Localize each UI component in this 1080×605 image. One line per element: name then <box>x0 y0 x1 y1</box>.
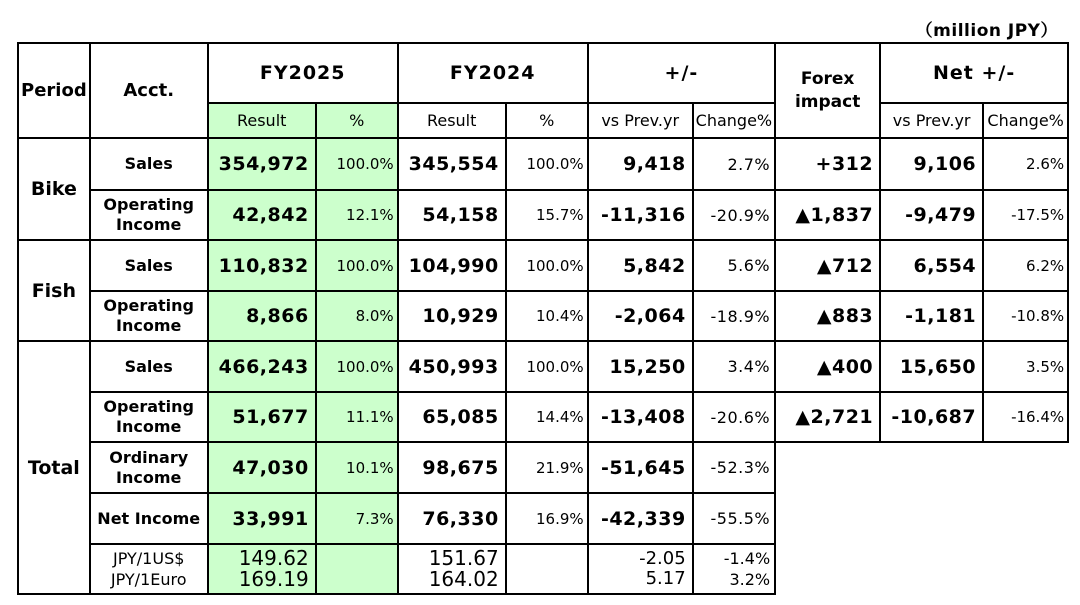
acct-label: Sales <box>90 341 208 392</box>
fy2024-result: 345,554 <box>398 138 506 190</box>
fy2024-pct: 21.9% <box>506 442 588 493</box>
acct-label: Operating Income <box>90 291 208 341</box>
empty-cell <box>775 493 1068 544</box>
acct-label: Operating Income <box>90 392 208 442</box>
acct-header: Acct. <box>90 43 208 138</box>
change-pct: -52.3% <box>693 442 775 493</box>
net-vs-prev: 15,650 <box>880 341 983 392</box>
acct-label: Net Income <box>90 493 208 544</box>
fy2024-result: 76,330 <box>398 493 506 544</box>
fy2024-result: 98,675 <box>398 442 506 493</box>
euro-rate-fy2024: 164.02 <box>428 567 499 591</box>
fy2025-pct-header: % <box>316 103 398 138</box>
period-header: Period <box>18 43 90 138</box>
forex-impact-header: Forex impact <box>775 43 880 138</box>
acct-label: Ordinary Income <box>90 442 208 493</box>
fy2025-pct: 10.1% <box>316 442 398 493</box>
vs-prev-header: vs Prev.yr <box>588 103 693 138</box>
fy2025-result: 8,866 <box>208 291 316 341</box>
fy2025-result: 42,842 <box>208 190 316 240</box>
fy2025-pct: 7.3% <box>316 493 398 544</box>
fy2024-pct: 100.0% <box>506 138 588 190</box>
fy2025-result: 51,677 <box>208 392 316 442</box>
net-vs-prev-header: vs Prev.yr <box>880 103 983 138</box>
net-change-pct: 3.5% <box>983 341 1068 392</box>
fy2025-pct: 12.1% <box>316 190 398 240</box>
financial-results-table <box>17 42 1069 595</box>
net-vs-prev: -1,181 <box>880 291 983 341</box>
vs-prev: -11,316 <box>588 190 693 240</box>
fy2025-pct: 8.0% <box>316 291 398 341</box>
table-row <box>18 341 1068 392</box>
forex-impact: ▲400 <box>775 341 880 392</box>
acct-label: Operating Income <box>90 190 208 240</box>
net-vs-prev: -10,687 <box>880 392 983 442</box>
forex-impact: ▲883 <box>775 291 880 341</box>
change-pct: 2.7% <box>693 138 775 190</box>
empty-cell <box>775 544 1068 594</box>
change-pct: -55.5% <box>693 493 775 544</box>
vs-prev: -2,064 <box>588 291 693 341</box>
vs-prev: -42,339 <box>588 493 693 544</box>
fy2024-pct: 100.0% <box>506 240 588 291</box>
fy2024-pct: 14.4% <box>506 392 588 442</box>
header-row-1 <box>18 43 1068 103</box>
fy2025-pct: 11.1% <box>316 392 398 442</box>
table-row <box>18 291 1068 341</box>
net-vs-prev: -9,479 <box>880 190 983 240</box>
euro-rate-fy2025: 169.19 <box>238 567 309 591</box>
net-change-pct: -16.4% <box>983 392 1068 442</box>
fy2025-result: 33,991 <box>208 493 316 544</box>
euro-rate-change: 3.2% <box>729 570 771 589</box>
segment-fish: Fish <box>18 240 90 341</box>
fx-rate-vs-prev <box>588 544 693 594</box>
fy2025-result: 110,832 <box>208 240 316 291</box>
fx-rate-fy2025 <box>208 544 316 594</box>
change-pct: -20.9% <box>693 190 775 240</box>
fy2025-result: 466,243 <box>208 341 316 392</box>
change-pct: -20.6% <box>693 392 775 442</box>
fy2025-pct: 100.0% <box>316 341 398 392</box>
fy2024-result: 450,993 <box>398 341 506 392</box>
fy2024-pct: 10.4% <box>506 291 588 341</box>
forex-impact: +312 <box>775 138 880 190</box>
usd-rate-label: JPY/1US$ <box>113 549 185 568</box>
fy2025-pct: 100.0% <box>316 138 398 190</box>
fy2024-result-header: Result <box>398 103 506 138</box>
fy2024-pct-header: % <box>506 103 588 138</box>
fx-rate-change <box>693 544 775 594</box>
fy2025-result-header: Result <box>208 103 316 138</box>
forex-impact: ▲1,837 <box>775 190 880 240</box>
fx-rate-labels <box>90 544 208 594</box>
table-row <box>18 392 1068 442</box>
acct-label: Sales <box>90 240 208 291</box>
net-diff-header: Net +/- <box>880 43 1068 103</box>
usd-rate-change: -1.4% <box>723 549 771 568</box>
vs-prev: 5,842 <box>588 240 693 291</box>
usd-rate-vs-prev: -2.05 <box>639 548 686 569</box>
fy2024-header: FY2024 <box>398 43 588 103</box>
change-pct: -18.9% <box>693 291 775 341</box>
fx-rates-row <box>18 544 1068 594</box>
table-row <box>18 138 1068 190</box>
empty-cell <box>775 442 1068 493</box>
fy2024-result: 104,990 <box>398 240 506 291</box>
table-row <box>18 240 1068 291</box>
fy2025-pct: 100.0% <box>316 240 398 291</box>
forex-impact: ▲2,721 <box>775 392 880 442</box>
fy2024-pct: 100.0% <box>506 341 588 392</box>
forex-impact: ▲712 <box>775 240 880 291</box>
fy2025-result: 354,972 <box>208 138 316 190</box>
fy2024-result: 65,085 <box>398 392 506 442</box>
euro-rate-vs-prev: 5.17 <box>645 568 686 589</box>
usd-rate-fy2025: 149.62 <box>238 546 309 570</box>
fy2025-result: 47,030 <box>208 442 316 493</box>
segment-bike: Bike <box>18 138 90 240</box>
fx-rate-fy2025-pct <box>316 544 398 594</box>
fy2024-result: 54,158 <box>398 190 506 240</box>
net-vs-prev: 9,106 <box>880 138 983 190</box>
net-change-pct: -10.8% <box>983 291 1068 341</box>
vs-prev: 9,418 <box>588 138 693 190</box>
table-row <box>18 190 1068 240</box>
net-vs-prev: 6,554 <box>880 240 983 291</box>
fx-rate-fy2024 <box>398 544 506 594</box>
change-pct: 3.4% <box>693 341 775 392</box>
net-change-header: Change% <box>983 103 1068 138</box>
net-change-pct: 6.2% <box>983 240 1068 291</box>
fy2024-result: 10,929 <box>398 291 506 341</box>
diff-header: +/- <box>588 43 775 103</box>
fy2025-header: FY2025 <box>208 43 398 103</box>
table-row <box>18 493 1068 544</box>
net-change-pct: -17.5% <box>983 190 1068 240</box>
fy2024-pct: 16.9% <box>506 493 588 544</box>
table-row <box>18 442 1068 493</box>
usd-rate-fy2024: 151.67 <box>428 546 499 570</box>
fx-rate-fy2024-pct <box>506 544 588 594</box>
segment-total: Total <box>18 341 90 594</box>
vs-prev: -13,408 <box>588 392 693 442</box>
unit-label: （million JPY） <box>915 21 1058 41</box>
vs-prev: -51,645 <box>588 442 693 493</box>
fy2024-pct: 15.7% <box>506 190 588 240</box>
change-header: Change% <box>693 103 775 138</box>
change-pct: 5.6% <box>693 240 775 291</box>
euro-rate-label: JPY/1Euro <box>110 570 187 589</box>
vs-prev: 15,250 <box>588 341 693 392</box>
acct-label: Sales <box>90 138 208 190</box>
net-change-pct: 2.6% <box>983 138 1068 190</box>
